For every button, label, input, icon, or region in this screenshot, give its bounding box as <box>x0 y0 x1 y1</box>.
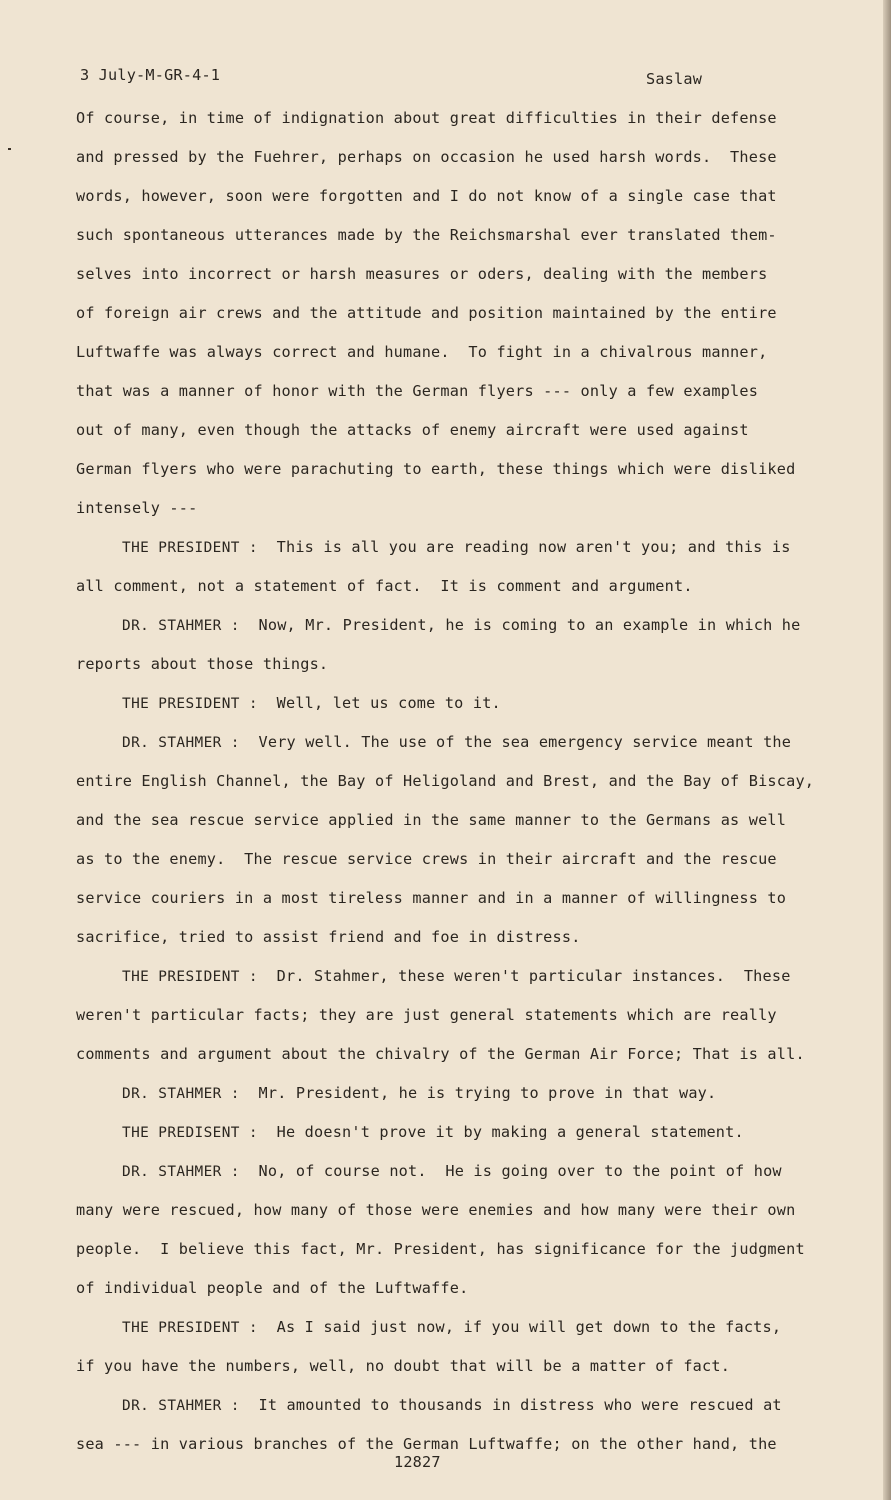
speaker-line <box>76 962 836 1001</box>
line-text: It amounted to thousands in distress who were rescued at <box>258 1396 782 1414</box>
line-text: that was a manner of honor with the German flyers --- only a few examples <box>76 382 759 400</box>
line-text: reports about those things. <box>76 655 329 673</box>
speaker-line <box>76 1157 836 1196</box>
transcript-line <box>76 260 836 299</box>
speaker-line <box>76 689 836 728</box>
line-text: many were rescued, how many of those were enemies and how many were their own <box>76 1201 796 1219</box>
speaker-label: THE PRESIDENT : <box>122 540 258 556</box>
line-text: entire English Channel, the Bay of Heligoland and Brest, and the Bay of Biscay, <box>76 772 815 790</box>
transcript-line <box>76 416 836 455</box>
line-text: This is all you are reading now aren't you; and this is <box>276 538 791 556</box>
page-number: 12827 <box>394 1453 441 1471</box>
transcript-line <box>76 1235 836 1274</box>
line-text: He doesn't prove it by making a general statement. <box>276 1123 744 1141</box>
speaker-line <box>76 728 836 767</box>
line-text: and the sea rescue service applied in the same manner to the Germans as well <box>76 811 787 829</box>
line-text: Of course, in time of indignation about great difficulties in their defense <box>76 109 777 127</box>
line-text: selves into incorrect or harsh measures or oders, dealing with the members <box>76 265 768 283</box>
line-text: Dr. Stahmer, these weren't particular instances. These <box>276 967 791 985</box>
transcript-line <box>76 1352 836 1391</box>
speaker-line <box>76 1118 836 1157</box>
transcript-line <box>76 494 836 533</box>
line-text: of foreign air crews and the attitude and position maintained by the entire <box>76 304 777 322</box>
line-text: intensely --- <box>76 499 198 517</box>
transcript-line <box>76 455 836 494</box>
transcript-line <box>76 1274 836 1313</box>
line-text: Now, Mr. President, he is coming to an example in which he <box>258 616 801 634</box>
transcript-line <box>76 572 836 611</box>
ink-speck <box>8 148 11 150</box>
transcript-line <box>76 806 836 845</box>
speaker-line <box>76 1391 836 1430</box>
speaker-label: THE PRESIDENT : <box>122 696 258 712</box>
transcript-body <box>76 104 836 1469</box>
line-text: people. I believe this fact, Mr. President, has significance for the judgment <box>76 1240 805 1258</box>
line-text: of individual people and of the Luftwaffe. <box>76 1279 469 1297</box>
transcript-line <box>76 884 836 923</box>
speaker-label: DR. STAHMER : <box>122 1398 240 1414</box>
line-text: as to the enemy. The rescue service crews in their aircraft and the rescue <box>76 850 777 868</box>
transcript-line <box>76 1196 836 1235</box>
line-text: words, however, soon were forgotten and I do not know of a single case that <box>76 187 777 205</box>
page-edge-shadow <box>883 0 891 1500</box>
document-reference: 3 July-M-GR-4-1 <box>80 66 221 84</box>
speaker-label: DR. STAHMER : <box>122 735 240 751</box>
line-text: all comment, not a statement of fact. It is comment and argument. <box>76 577 693 595</box>
line-text: Luftwaffe was always correct and humane. To fight in a chivalrous manner, <box>76 343 768 361</box>
line-text: No, of course not. He is going over to the point of how <box>258 1162 782 1180</box>
transcript-line <box>76 377 836 416</box>
line-text: such spontaneous utterances made by the Reichsmarshal ever translated them- <box>76 226 777 244</box>
line-text: and pressed by the Fuehrer, perhaps on occasion he used harsh words. These <box>76 148 777 166</box>
transcript-line <box>76 923 836 962</box>
line-text: sacrifice, tried to assist friend and foe in distress. <box>76 928 581 946</box>
speaker-line <box>76 1079 836 1118</box>
speaker-line <box>76 533 836 572</box>
transcript-line <box>76 1430 836 1469</box>
transcript-line <box>76 338 836 377</box>
transcript-line <box>76 104 836 143</box>
transcript-line <box>76 1040 836 1079</box>
transcript-line <box>76 1001 836 1040</box>
speaker-label: THE PRESIDENT : <box>122 1320 258 1336</box>
line-text: Well, let us come to it. <box>276 694 501 712</box>
transcript-line <box>76 767 836 806</box>
transcript-line <box>76 299 836 338</box>
line-text: service couriers in a most tireless manner and in a manner of willingness to <box>76 889 787 907</box>
line-text: out of many, even though the attacks of enemy aircraft were used against <box>76 421 749 439</box>
transcript-line <box>76 221 836 260</box>
line-text: Mr. President, he is trying to prove in that way. <box>258 1084 717 1102</box>
speaker-line <box>76 611 836 650</box>
speaker-label: DR. STAHMER : <box>122 618 240 634</box>
transcript-line <box>76 845 836 884</box>
line-text: weren't particular facts; they are just general statements which are really <box>76 1006 777 1024</box>
line-text: As I said just now, if you will get down to the facts, <box>276 1318 782 1336</box>
transcript-line <box>76 143 836 182</box>
line-text: Very well. The use of the sea emergency service meant the <box>258 733 792 751</box>
transcript-line <box>76 650 836 689</box>
speaker-label: THE PREDISENT : <box>122 1125 258 1141</box>
speaker-label: DR. STAHMER : <box>122 1164 240 1180</box>
line-text: comments and argument about the chivalry of the German Air Force; That is all. <box>76 1045 805 1063</box>
speaker-line <box>76 1313 836 1352</box>
speaker-label: THE PRESIDENT : <box>122 969 258 985</box>
typist-name: Saslaw <box>646 70 703 88</box>
line-text: sea --- in various branches of the German Luftwaffe; on the other hand, the <box>76 1435 777 1453</box>
line-text: if you have the numbers, well, no doubt that will be a matter of fact. <box>76 1357 731 1375</box>
transcript-line <box>76 182 836 221</box>
speaker-label: DR. STAHMER : <box>122 1086 240 1102</box>
line-text: German flyers who were parachuting to earth, these things which were disliked <box>76 460 796 478</box>
